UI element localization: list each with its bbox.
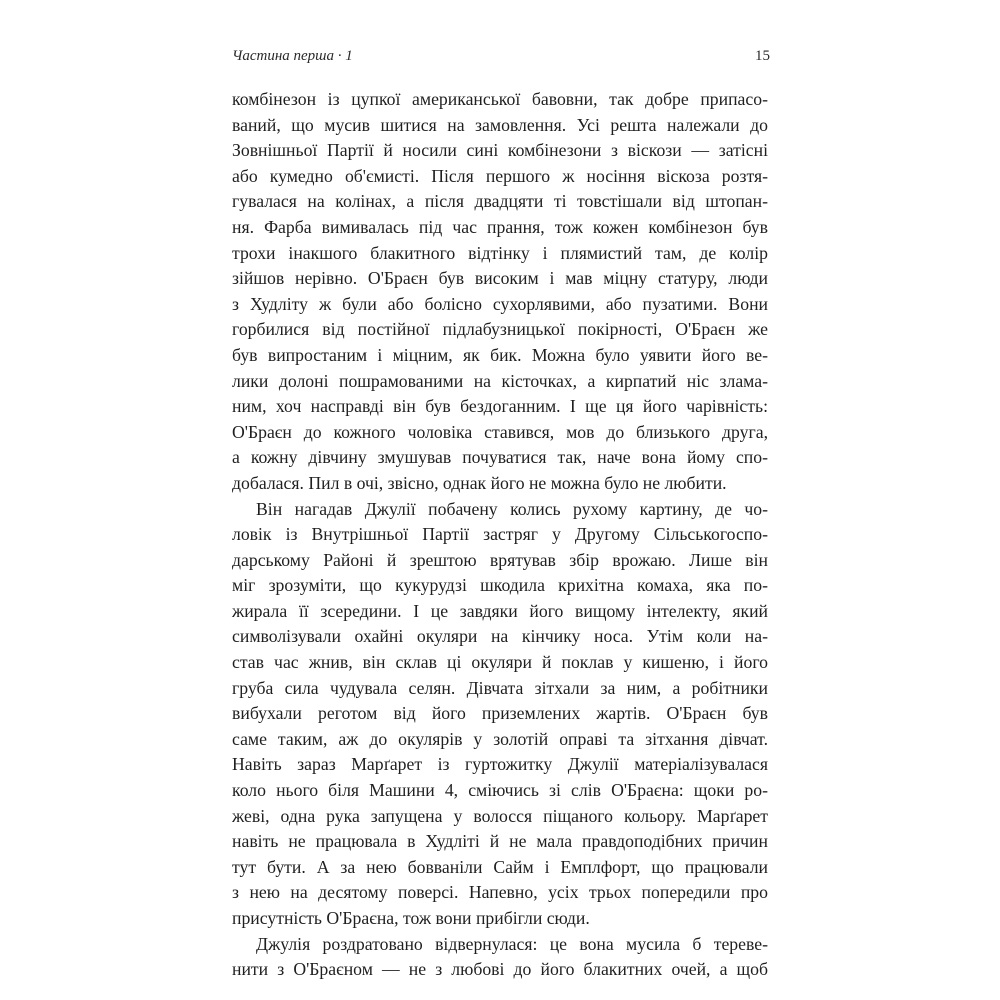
- text-line: жирала її зсередини. І це завдяки його вищому інтелекту, який: [232, 600, 768, 621]
- text-line: коло нього біля Машини 4, сміючись зі слів О'Браєна: щоки ро-: [232, 780, 768, 801]
- text-line: присутність О'Браєна, тож вони прибігли сюди.: [232, 908, 590, 928]
- text-line: горбилися від постійної підлабузницької покірності, О'Браєн же: [232, 319, 768, 340]
- text-line: О'Браєн до кожного чоловіка ставився, мов до близького друга,: [232, 421, 768, 442]
- text-line: ним, хоч насправді він був бездоганним. І ще ця його чарівність:: [232, 396, 768, 417]
- text-line: груба сила чудувала селян. Дівчата зітхали за ним, а робітники: [232, 677, 768, 698]
- text-line: символізували охайні окуляри на кінчику носа. Утім коли на-: [232, 626, 768, 647]
- text-line: жеві, одна рука запущена у волосся піщаного кольору. Марґарет: [232, 805, 768, 826]
- text-line: став час жнив, він склав ці окуляри й поклав у кишеню, і його: [232, 652, 768, 673]
- text-line: з Худліту ж були або болісно сухорлявими, або пузатими. Вони: [232, 293, 768, 314]
- text-line: комбінезон із цупкої американської бавовни, так добре припасо-: [232, 89, 768, 109]
- text-line: саме таким, аж до окулярів у золотій оправі та зітхання дівчат.: [232, 728, 768, 749]
- text-line: нити з О'Браєном — не з любові до його блакитних очей, а щоб: [232, 959, 768, 980]
- section-title: Частина перша · 1: [232, 48, 353, 64]
- text-line: ня. Фарба вимивалась під час прання, тож кожен комбінезон був: [232, 216, 768, 237]
- text-line: Зовнішньої Партії й носили сині комбінезони з віскози — затісні: [232, 140, 768, 161]
- text-line: а кожну дівчину змушував почуватися так, наче вона йому спо-: [232, 447, 768, 468]
- text-line: Джулія роздратовано відвернулася: це вона мусила б тереве-: [256, 933, 768, 954]
- paragraph: [232, 87, 768, 497]
- text-line: або кумедно об'ємисті. Після першого ж носіння віскоза розтя-: [232, 165, 768, 186]
- text-line: ваний, що мусив шитися на замовлення. Усі решта належали до: [232, 114, 768, 135]
- text-line: тут бути. А за нею бовваніли Сайм і Емплфорт, що працювали: [232, 856, 768, 877]
- body-text: [232, 87, 768, 983]
- page-number: 15: [755, 48, 770, 64]
- paragraph: [232, 932, 768, 983]
- text-line: вибухали реготом від його приземлених жартів. О'Браєн був: [232, 703, 768, 724]
- text-line: дарському Районі й зрештою врятував збір врожаю. Лише він: [232, 549, 768, 570]
- text-line: був випростаним і міцним, як бик. Можна було уявити його ве-: [232, 344, 768, 365]
- text-line: трохи інакшого блакитного відтінку і плямистий там, де колір: [232, 242, 768, 263]
- running-head: [232, 48, 770, 74]
- paragraph: [232, 497, 768, 932]
- text-line: добалася. Пил в очі, звісно, однак його не можна було не любити.: [232, 472, 727, 493]
- text-line: Навіть зараз Марґарет із гуртожитку Джулії матеріалізувалася: [232, 754, 768, 775]
- text-line: зійшов нерівно. О'Браєн був високим і мав міцну статуру, люди: [232, 268, 768, 289]
- text-line: з нею на десятому поверсі. Напевно, усіх трьох попередили про: [232, 882, 768, 903]
- text-line: міг зрозуміти, що кукурудзі шкодила крихітна комаха, яка по-: [232, 575, 768, 596]
- text-line: гувалася на колінах, а після двадцяти ті товстішали від штопан-: [232, 191, 768, 212]
- text-line: ловік із Внутрішньої Партії застряг у Другому Сільськогоспо-: [232, 524, 768, 545]
- text-line: навіть не працювала в Худліті й не мала правдоподібних причин: [232, 831, 768, 852]
- text-line: Він нагадав Джулії побачену колись рухому картину, де чо-: [256, 498, 768, 519]
- text-line: лики долоні пошрамованими на кісточках, а кирпатий ніс злама-: [232, 370, 768, 391]
